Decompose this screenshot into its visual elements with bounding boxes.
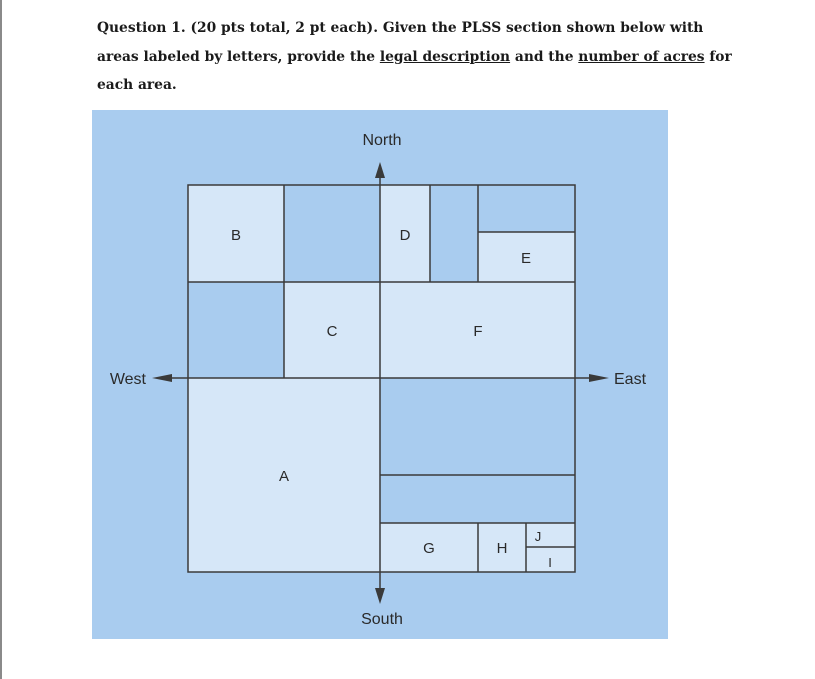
area-label-j: J (534, 529, 542, 544)
question-text-part3: for each area. (97, 48, 732, 93)
area-label-c: C (326, 323, 338, 340)
plss-section-figure (92, 110, 668, 639)
area-label-b: B (230, 227, 242, 244)
south-label: South (361, 611, 403, 628)
area-label-a: A (278, 468, 290, 485)
east-label: East (614, 371, 647, 388)
area-label-g: G (423, 540, 435, 557)
north-label: North (362, 132, 402, 149)
area-label-h: H (496, 540, 508, 557)
number-of-acres-underlined: number of acres (578, 48, 705, 65)
plss-diagram (92, 110, 668, 639)
west-label: West (109, 371, 146, 388)
area-label-e: E (520, 250, 532, 267)
area-label-f: F (473, 323, 483, 340)
page-left-border (0, 0, 2, 679)
legal-description-underlined: legal description (379, 48, 511, 65)
question-text-part1: Question 1. (20 pts total, 2 pt each). Given the PLSS section shown below with areas labeled by letters, provide the (97, 20, 704, 65)
area-label-d: D (399, 227, 411, 244)
question-text (97, 14, 737, 100)
area-label-i: I (548, 555, 552, 570)
question-text-part2: and the (510, 48, 579, 65)
